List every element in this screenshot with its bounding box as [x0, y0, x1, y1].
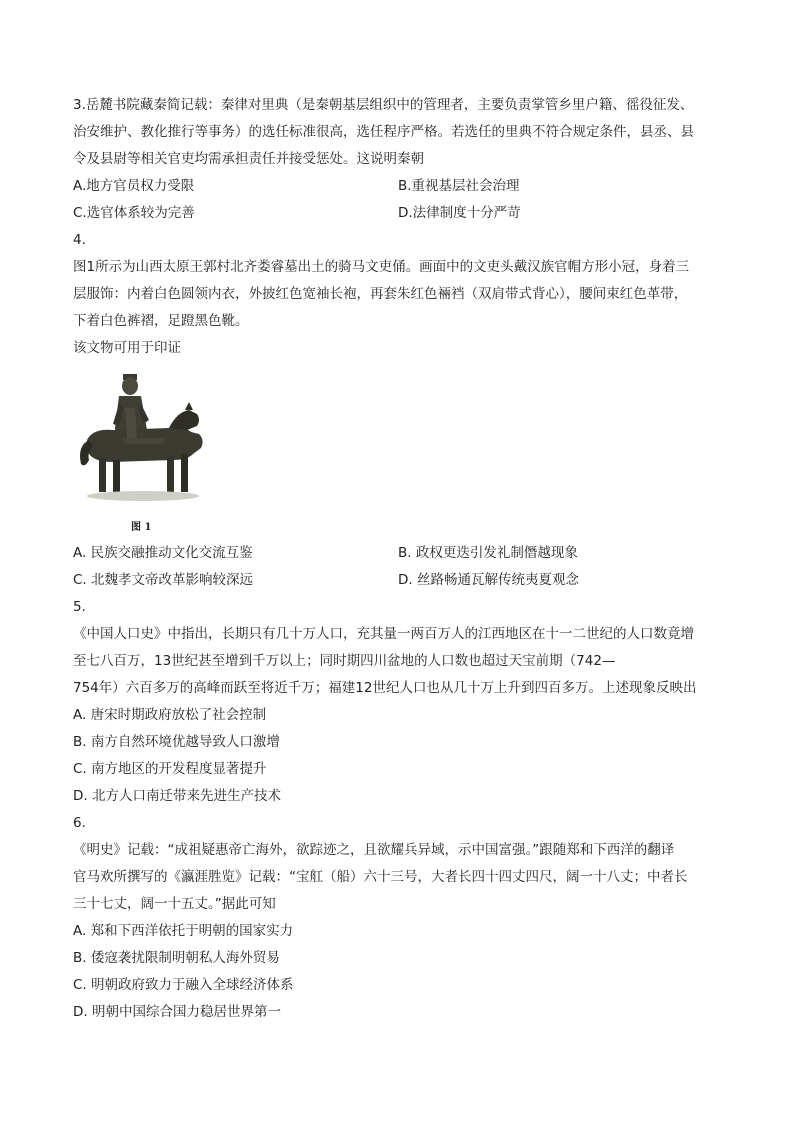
question-6-option-c: C. 明朝政府致力于融入全球经济体系: [73, 977, 294, 993]
question-6-text-line-2: 官马欢所撰写的《瀛涯胜览》记载：“宝舡（船）六十三号，大者长四十四丈四尺，阔一十八丈；中者长: [73, 869, 688, 885]
question-5-number: 5.: [73, 599, 86, 615]
question-5-text-line-1: 《中国人口史》中指出，长期只有几十万人口，充其量一两百万人的江西地区在十一二世纪的人口数竟增: [73, 626, 694, 642]
question-4: [73, 227, 723, 594]
question-3-option-b: B.重视基层社会治理: [398, 178, 520, 194]
question-3-option-c: C.选官体系较为完善: [73, 205, 195, 221]
question-3-options-row-1: [73, 173, 723, 200]
question-5-text-line-2: 至七八百万，13世纪甚至增到千万以上；同时期四川盆地的人口数也超过天宝前期（742—: [73, 653, 616, 669]
question-4-number: 4.: [73, 232, 86, 248]
question-4-option-a: A. 民族交融推动文化交流互鉴: [73, 545, 253, 561]
figure-1: [73, 368, 213, 538]
question-4-text-line-4: 该文物可用于印证: [73, 340, 181, 356]
question-5-option-c: C. 南方地区的开发程度显著提升: [73, 761, 267, 777]
question-4-options-row-2: [73, 567, 723, 594]
question-4-option-c: C. 北魏孝文帝改革影响较深远: [73, 572, 254, 588]
question-6: [73, 810, 723, 1026]
question-3: [73, 92, 723, 227]
question-3-text-line-2: 治安维护、教化推行等事务）的选任标准很高，选任程序严格。若选任的里典不符合规定条件，县丞、县: [73, 124, 694, 140]
question-5-option-b: B. 南方自然环境优越导致人口激增: [73, 734, 280, 750]
question-4-text-line-2: 层服饰：内着白色圆领内衣，外披红色宽袖长袍，再套朱红色裲裆（双肩带式背心），腰间束红色革带，: [73, 286, 688, 302]
question-4-option-d: D. 丝路畅通瓦解传统夷夏观念: [398, 572, 579, 588]
question-6-option-b: B. 倭寇袭扰限制明朝私人海外贸易: [73, 950, 280, 966]
question-6-option-a: A. 郑和下西洋依托于明朝的国家实力: [73, 923, 294, 939]
question-6-text-line-1: 《明史》记载：“成祖疑惠帝亡海外，欲踪迹之，且欲耀兵异域，示中国富强。”跟随郑和下西洋的翻译: [73, 842, 675, 858]
question-3-options-row-2: [73, 200, 723, 227]
question-4-text-line-3: 下着白色裤褶，足蹬黑色靴。: [73, 313, 249, 329]
question-5: [73, 594, 723, 810]
horse-rider-figurine-image: [73, 368, 213, 513]
question-3-option-a: A.地方官员权力受限: [73, 178, 195, 194]
question-3-text-line-3: 令及县尉等相关官吏均需承担责任并接受惩处。这说明秦朝: [73, 151, 424, 167]
question-5-option-a: A. 唐宋时期政府放松了社会控制: [73, 707, 267, 723]
question-4-option-b: B. 政权更迭引发礼制僭越现象: [398, 545, 578, 561]
question-3-text-line-1: 3.岳麓书院藏秦简记载：秦律对里典（是秦朝基层组织中的管理者，主要负责掌管乡里户籍、徭役征发、: [73, 97, 694, 113]
exam-page: [73, 92, 723, 1026]
question-6-option-d: D. 明朝中国综合国力稳居世界第一: [73, 1004, 281, 1020]
question-4-text-line-1: 图1所示为山西太原王郭村北齐娄睿墓出土的骑马文吏俑。画面中的文吏头戴汉族官帽方形小冠，身着三: [73, 259, 690, 275]
question-5-text-line-3: 754年）六百多万的高峰而跃至将近千万；福建12世纪人口也从几十万上升到四百多万。上述现象反映出: [73, 680, 697, 696]
question-6-text-line-3: 三十七丈，阔一十五丈。”据此可知: [73, 896, 276, 912]
question-6-number: 6.: [73, 815, 86, 831]
question-5-option-d: D. 北方人口南迁带来先进生产技术: [73, 788, 281, 804]
question-4-options-row-1: [73, 540, 723, 567]
question-3-option-d: D.法律制度十分严苛: [398, 205, 521, 221]
figure-1-caption: 图 1: [131, 522, 152, 533]
